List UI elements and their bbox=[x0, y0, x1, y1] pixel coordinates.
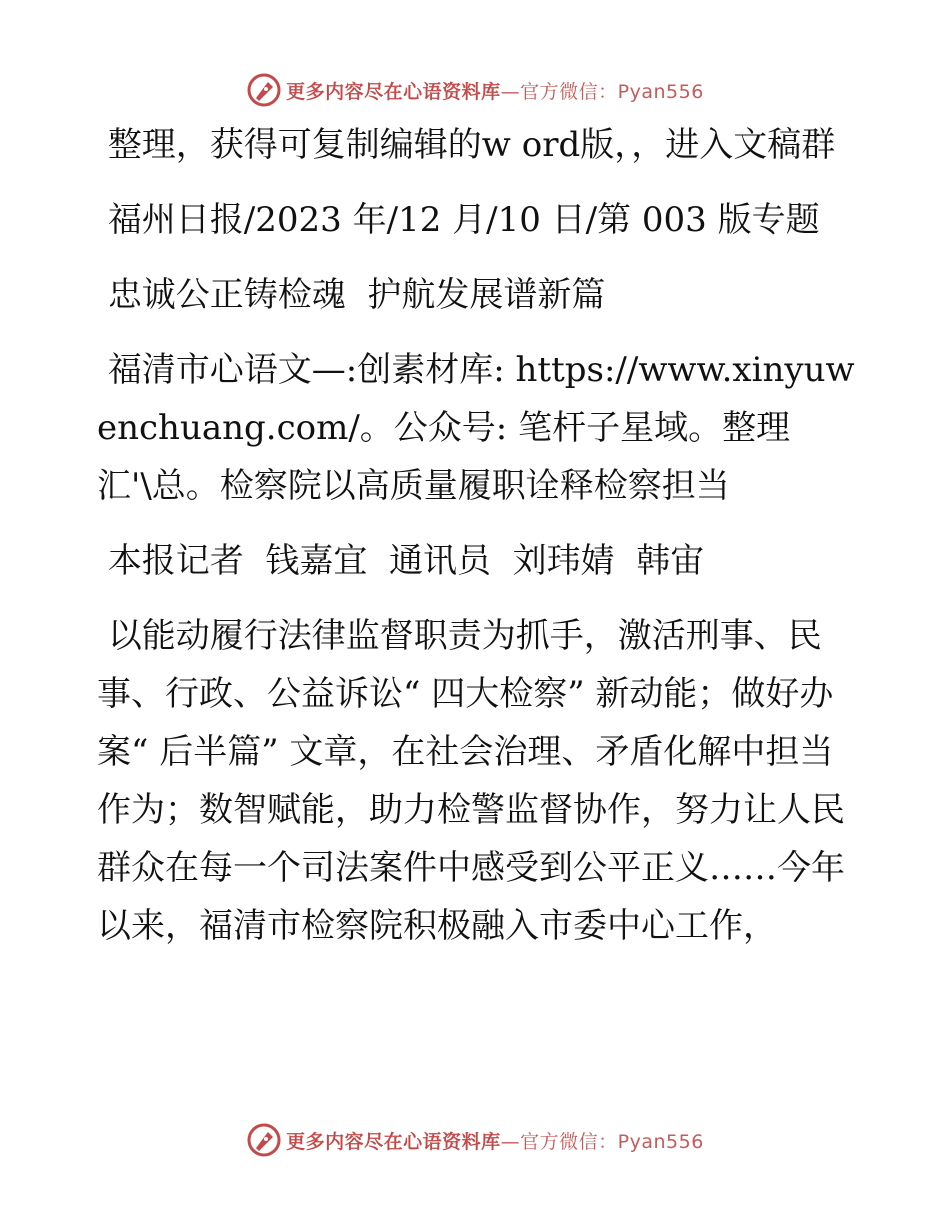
header-banner-text bbox=[286, 77, 704, 104]
header-banner bbox=[0, 68, 950, 112]
footer-banner-main: 更多内容尽在心语资料库 bbox=[286, 1130, 501, 1153]
header-banner-dash: — bbox=[500, 80, 521, 103]
pen-nib-logo-icon bbox=[246, 1122, 282, 1158]
footer-banner-contact: 官方微信：Pyan556 bbox=[520, 1130, 704, 1153]
pen-nib-logo-icon bbox=[246, 72, 282, 108]
document-body bbox=[97, 116, 857, 972]
article-subheadline: 福清市心语文—:创素材库: https://www.xinyuwenchuang.com/。公众号: 笔杆子星域。整理汇'\总。检察院以高质量履职诠释检察担当 bbox=[97, 350, 855, 506]
paragraph-source-line: 福州日报/2023 年/12 月/10 日/第 003 版专题 bbox=[97, 200, 820, 240]
footer-banner-text bbox=[286, 1127, 704, 1154]
byline: 本报记者 钱嘉宜 通讯员 刘玮婧 韩宙 bbox=[97, 541, 705, 581]
header-banner-main: 更多内容尽在心语资料库 bbox=[286, 80, 501, 103]
paragraph-body: 以能动履行法律监督职责为抓手，激活刑事、民事、行政、公益诉讼“ 四大检察” 新动能；做好办案“ 后半篇” 文章，在社会治理、矛盾化解中担当作为；数智赋能，助力检警监督协作，努力让人民群众在每一个司法案件中感受到公平正义……今年以来，福清市检察院积极融入市委中心工作， bbox=[97, 616, 845, 946]
article-headline: 忠诚公正铸检魂 护航发展谱新篇 bbox=[97, 275, 606, 315]
footer-banner-dash: — bbox=[500, 1130, 521, 1153]
header-banner-contact: 官方微信：Pyan556 bbox=[520, 80, 704, 103]
footer-banner bbox=[0, 1118, 950, 1162]
paragraph-intro: 整理，获得可复制编辑的w ord版，，进入文稿群 bbox=[97, 125, 836, 165]
